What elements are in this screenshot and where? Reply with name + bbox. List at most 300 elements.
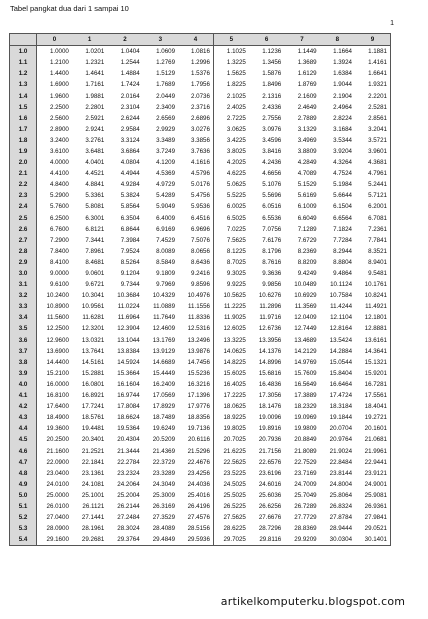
table-cell: 9.8596 — [178, 279, 213, 290]
table-cell: 1.1881 — [355, 46, 390, 58]
table-row — [10, 201, 391, 212]
table-row — [10, 246, 391, 257]
table-cell: 16.0000 — [46, 380, 69, 388]
table-cell: 4.3681 — [355, 157, 390, 168]
table-row — [10, 401, 391, 412]
table-cell: 21.4369 — [152, 447, 176, 455]
table-cell: 6.9169 — [156, 225, 176, 233]
table-cell: 2.8224 — [333, 114, 353, 122]
table-cell: 15.2881 — [81, 369, 105, 377]
table-row — [10, 368, 391, 379]
table-cell: 20.6116 — [178, 434, 213, 445]
table-cell: 2.9929 — [156, 125, 176, 133]
table-cell: 4.1616 — [178, 157, 213, 168]
table-cell: 23.7169 — [294, 469, 317, 477]
table-cell: 24.6016 — [258, 480, 282, 488]
table-cell: 21.6225 — [223, 447, 246, 455]
table-row — [10, 534, 391, 546]
table-cell: 24.9001 — [355, 479, 390, 490]
table-cell: 9.7969 — [156, 281, 176, 289]
table-row — [10, 301, 391, 312]
table-cell: 12.6736 — [258, 325, 282, 333]
table-cell: 6.2001 — [355, 201, 390, 212]
table-cell: 25.0000 — [46, 491, 69, 499]
table-cell: 28.0900 — [46, 525, 69, 533]
table-cell: 24.7009 — [294, 480, 317, 488]
table-cell: 27.7729 — [294, 514, 317, 522]
row-header: 4.3 — [10, 412, 37, 423]
table-cell: 1.2769 — [156, 59, 176, 67]
table-cell: 8.6436 — [178, 257, 213, 268]
table-cell: 29.7025 — [213, 534, 248, 546]
table-cell: 9.5481 — [355, 268, 390, 279]
table-cell: 11.4921 — [355, 301, 390, 312]
table-cell: 25.5025 — [223, 491, 246, 499]
table-cell: 18.4900 — [46, 414, 69, 422]
table-cell: 17.6400 — [46, 403, 69, 411]
table-cell: 12.8881 — [355, 323, 390, 334]
table-cell: 26.2144 — [117, 502, 140, 510]
table-cell: 1.1025 — [226, 48, 246, 56]
table-row — [10, 279, 391, 290]
table-cell: 24.1081 — [81, 480, 105, 488]
table-cell: 12.4609 — [152, 325, 176, 333]
table-cell: 25.2004 — [117, 491, 140, 499]
table-cell: 12.6025 — [223, 325, 246, 333]
table-cell: 6.1009 — [297, 203, 317, 211]
table-cell: 16.0801 — [81, 380, 105, 388]
table-cell: 18.7489 — [152, 414, 176, 422]
table-row — [10, 335, 391, 346]
table-cell: 2.6896 — [178, 113, 213, 124]
table-cell: 8.3521 — [355, 246, 390, 257]
table-cell: 7.5076 — [178, 235, 213, 246]
table-cell: 2.2201 — [355, 90, 390, 101]
table-cell: 19.9809 — [294, 425, 317, 433]
table-cell: 19.3600 — [46, 425, 69, 433]
table-cell: 6.0025 — [226, 203, 246, 211]
row-header: 3.0 — [10, 268, 37, 279]
table-cell: 6.9696 — [178, 224, 213, 235]
table-cell: 12.5316 — [178, 323, 213, 334]
table-cell: 24.8004 — [329, 480, 353, 488]
table-cell: 1.6641 — [355, 68, 390, 79]
table-cell: 17.4724 — [329, 392, 353, 400]
table-cell: 29.3764 — [107, 534, 142, 546]
table-cell: 22.7529 — [294, 458, 317, 466]
table-cell: 26.5225 — [223, 502, 246, 510]
table-cell: 26.7289 — [294, 502, 317, 510]
table-cell: 17.9776 — [178, 401, 213, 412]
table-cell: 1.9600 — [49, 92, 69, 100]
table-cell: 2.0736 — [178, 90, 213, 101]
table-cell: 14.5161 — [81, 358, 105, 366]
table-cell: 2.6244 — [120, 114, 140, 122]
table-cell: 10.6929 — [294, 292, 317, 300]
table-cell: 2.5921 — [85, 114, 105, 122]
table-cell: 5.9049 — [156, 203, 176, 211]
table-row — [10, 179, 391, 190]
row-header: 3.9 — [10, 368, 37, 379]
table-cell: 14.6689 — [152, 358, 176, 366]
table-cell: 3.6100 — [49, 147, 69, 155]
table-cell: 12.1801 — [355, 312, 390, 323]
table-row — [10, 523, 391, 534]
table-cell: 14.3641 — [355, 346, 390, 357]
table-cell: 25.9081 — [355, 490, 390, 501]
row-header: 4.2 — [10, 401, 37, 412]
table-cell: 5.6169 — [297, 192, 317, 200]
table-cell: 17.2225 — [223, 392, 246, 400]
table-cell: 17.8084 — [117, 403, 140, 411]
table-cell: 2.7225 — [226, 114, 246, 122]
table-row — [10, 90, 391, 101]
table-cell: 22.9441 — [355, 457, 390, 468]
row-header: 4.7 — [10, 457, 37, 468]
table-cell: 10.6276 — [258, 292, 282, 300]
table-cell: 24.0100 — [46, 480, 69, 488]
table-cell: 3.6481 — [85, 147, 105, 155]
table-cell: 27.9841 — [355, 512, 390, 523]
table-cell: 9.0000 — [49, 270, 69, 278]
table-row — [10, 68, 391, 79]
table-cell: 11.5600 — [46, 314, 69, 322]
document-title: Tabel pangkat dua dari 1 sampai 10 — [10, 4, 129, 13]
page-number: 1 — [390, 20, 394, 27]
table-cell: 19.8025 — [223, 425, 246, 433]
table-row — [10, 79, 391, 90]
table-cell: 30.0304 — [320, 534, 355, 546]
table-cell: 6.5025 — [226, 214, 246, 222]
row-header: 4.0 — [10, 379, 37, 390]
table-cell: 4.8400 — [49, 181, 69, 189]
table-cell: 15.3664 — [117, 369, 140, 377]
table-cell: 1.9881 — [85, 92, 105, 100]
table-cell: 16.3216 — [178, 379, 213, 390]
row-header: 1.2 — [10, 68, 37, 79]
table-cell: 2.2801 — [85, 103, 105, 111]
table-cell: 27.4576 — [178, 512, 213, 523]
table-cell: 5.4756 — [178, 190, 213, 201]
table-cell: 17.0569 — [152, 392, 176, 400]
table-cell: 12.8164 — [329, 325, 353, 333]
table-cell: 6.8121 — [85, 225, 105, 233]
table-cell: 3.0976 — [262, 125, 282, 133]
row-header: 1.5 — [10, 102, 37, 113]
table-cell: 1.1236 — [262, 48, 282, 56]
table-cell: 1.2544 — [120, 59, 140, 67]
table-cell: 16.1604 — [117, 380, 140, 388]
table-cell: 1.2321 — [85, 59, 105, 67]
table-cell: 27.5625 — [223, 514, 246, 522]
table-cell: 22.2784 — [117, 458, 140, 466]
table-cell: 13.9129 — [152, 347, 176, 355]
row-header: 4.4 — [10, 423, 37, 434]
table-cell: 26.0100 — [46, 502, 69, 510]
table-cell: 9.3636 — [262, 270, 282, 278]
table-cell: 13.6900 — [46, 347, 69, 355]
table-cell: 23.0400 — [46, 469, 69, 477]
row-header: 1.3 — [10, 79, 37, 90]
table-cell: 29.9209 — [284, 534, 319, 546]
table-row — [10, 102, 391, 113]
table-cell: 8.7025 — [226, 258, 246, 266]
table-cell: 17.3056 — [258, 392, 282, 400]
table-cell: 10.4976 — [178, 290, 213, 301]
table-cell: 23.6196 — [258, 469, 282, 477]
column-header-7: 7 — [284, 34, 319, 46]
table-cell: 4.3264 — [333, 159, 353, 167]
table-cell: 18.8356 — [178, 412, 213, 423]
table-cell: 20.3401 — [81, 436, 105, 444]
table-cell: 3.1684 — [333, 125, 353, 133]
table-cell: 25.6036 — [258, 491, 282, 499]
table-cell: 2.4025 — [226, 103, 246, 111]
row-header: 3.7 — [10, 346, 37, 357]
table-cell: 6.2500 — [49, 214, 69, 222]
table-cell: 13.2496 — [178, 335, 213, 346]
table-cell: 9.6721 — [85, 281, 105, 289]
table-cell: 6.6564 — [333, 214, 353, 222]
table-cell: 1.1664 — [333, 48, 353, 56]
table-cell: 1.0404 — [120, 48, 140, 56]
table-cell: 21.2521 — [81, 447, 105, 455]
table-cell: 7.1824 — [333, 225, 353, 233]
row-header: 2.9 — [10, 257, 37, 268]
table-row — [10, 479, 391, 490]
table-cell: 16.8921 — [81, 392, 105, 400]
table-cell: 2.1025 — [226, 92, 246, 100]
table-cell: 11.6964 — [117, 314, 140, 322]
row-header: 2.2 — [10, 179, 37, 190]
table-cell: 20.7936 — [258, 436, 282, 444]
table-cell: 1.5129 — [156, 70, 176, 78]
row-header: 3.8 — [10, 357, 37, 368]
row-header: 3.6 — [10, 335, 37, 346]
table-row — [10, 501, 391, 512]
table-cell: 13.4689 — [294, 336, 317, 344]
table-cell: 22.3729 — [152, 458, 176, 466]
table-cell: 17.3889 — [294, 392, 317, 400]
row-header: 3.1 — [10, 279, 37, 290]
column-header-0: 0 — [37, 34, 72, 46]
table-cell: 2.6569 — [156, 114, 176, 122]
table-cell: 6.4516 — [178, 213, 213, 224]
table-cell: 26.9361 — [355, 501, 390, 512]
table-cell: 4.6225 — [226, 170, 246, 178]
table-cell: 18.1476 — [258, 403, 282, 411]
table-row — [10, 445, 391, 456]
table-cell: 21.9961 — [355, 445, 390, 456]
table-cell: 15.5236 — [178, 368, 213, 379]
table-row — [10, 113, 391, 124]
row-header: 2.7 — [10, 235, 37, 246]
table-cell: 2.0449 — [156, 92, 176, 100]
table-cell: 11.2225 — [223, 303, 246, 311]
table-cell: 14.8225 — [223, 358, 246, 366]
table-row — [10, 490, 391, 501]
table-cell: 5.7600 — [49, 203, 69, 211]
row-header: 5.0 — [10, 490, 37, 501]
table-cell: 2.3716 — [178, 102, 213, 113]
table-cell: 7.1289 — [297, 225, 317, 233]
table-cell: 28.9444 — [329, 525, 353, 533]
table-cell: 2.3104 — [120, 103, 140, 111]
table-cell: 21.0681 — [355, 434, 390, 445]
table-corner-cell — [10, 34, 37, 46]
table-row — [10, 323, 391, 334]
table-cell: 25.8064 — [329, 491, 353, 499]
column-header-9: 9 — [355, 34, 390, 46]
table-cell: 25.1001 — [81, 491, 105, 499]
table-cell: 21.9024 — [329, 447, 353, 455]
table-cell: 5.0625 — [226, 181, 246, 189]
table-cell: 14.8996 — [258, 358, 282, 366]
table-cell: 26.8324 — [329, 502, 353, 510]
table-cell: 10.7584 — [329, 292, 353, 300]
table-cell: 14.7456 — [178, 357, 213, 368]
table-cell: 13.7641 — [81, 347, 105, 355]
table-cell: 9.1204 — [120, 270, 140, 278]
table-cell: 23.4256 — [178, 468, 213, 479]
row-header: 1.0 — [10, 46, 37, 58]
table-cell: 8.2944 — [333, 247, 353, 255]
table-row — [10, 190, 391, 201]
table-cell: 12.3201 — [81, 325, 105, 333]
table-cell: 10.4329 — [152, 292, 176, 300]
table-cell: 10.1761 — [355, 279, 390, 290]
table-cell: 1.0000 — [49, 48, 69, 56]
table-cell: 3.0276 — [178, 124, 213, 135]
table-cell: 19.8916 — [258, 425, 282, 433]
table-cell: 20.1601 — [355, 423, 390, 434]
table-cell: 23.2324 — [117, 469, 140, 477]
table-cell: 4.7524 — [333, 170, 353, 178]
table-cell: 20.7025 — [223, 436, 246, 444]
table-cell: 17.8929 — [152, 403, 176, 411]
table-cell: 3.6864 — [120, 147, 140, 155]
table-cell: 20.0704 — [329, 425, 353, 433]
table-cell: 3.3124 — [120, 136, 140, 144]
row-header: 5.3 — [10, 523, 37, 534]
table-cell: 2.4649 — [297, 103, 317, 111]
table-cell: 1.3225 — [226, 59, 246, 67]
table-cell: 7.3984 — [120, 236, 140, 244]
table-cell: 12.0409 — [294, 314, 317, 322]
table-cell: 1.3456 — [262, 59, 282, 67]
row-header: 4.6 — [10, 445, 37, 456]
table-cell: 1.7424 — [120, 81, 140, 89]
table-cell: 2.9584 — [120, 125, 140, 133]
table-cell: 14.0625 — [223, 347, 246, 355]
table-cell: 29.0521 — [355, 523, 390, 534]
table-row — [10, 457, 391, 468]
table-cell: 5.4289 — [156, 192, 176, 200]
table-cell: 29.4849 — [143, 534, 178, 546]
table-cell: 3.7636 — [178, 146, 213, 157]
table-cell: 3.2400 — [49, 136, 69, 144]
table-row — [10, 512, 391, 523]
table-cell: 2.4964 — [333, 103, 353, 111]
table-cell: 26.1121 — [82, 502, 105, 510]
table-cell: 1.7161 — [85, 81, 105, 89]
row-header: 1.6 — [10, 113, 37, 124]
table-cell: 15.8404 — [329, 369, 353, 377]
table-cell: 2.7889 — [297, 114, 317, 122]
table-cell: 15.9201 — [355, 368, 390, 379]
table-cell: 29.1600 — [37, 534, 72, 546]
table-cell: 4.9729 — [156, 181, 176, 189]
table-cell: 13.8384 — [117, 347, 140, 355]
table-cell: 12.2500 — [46, 325, 69, 333]
table-cell: 3.5344 — [333, 136, 353, 144]
table-header-row — [10, 34, 391, 46]
table-cell: 15.7609 — [294, 369, 317, 377]
table-cell: 1.0201 — [85, 48, 105, 56]
table-cell: 25.3009 — [152, 491, 176, 499]
table-cell: 5.2441 — [355, 179, 390, 190]
row-header: 1.9 — [10, 146, 37, 157]
table-cell: 19.1844 — [329, 414, 353, 422]
table-cell: 9.3025 — [226, 270, 246, 278]
table-cell: 19.7136 — [178, 423, 213, 434]
table-cell: 1.4884 — [120, 70, 140, 78]
column-header-5: 5 — [213, 34, 248, 46]
table-cell: 11.2896 — [259, 303, 282, 311]
table-cell: 1.6129 — [297, 70, 317, 78]
table-cell: 16.5649 — [294, 380, 317, 388]
table-cell: 3.9601 — [355, 146, 390, 157]
table-row — [10, 468, 391, 479]
table-cell: 16.6464 — [329, 380, 353, 388]
table-cell: 27.1441 — [81, 514, 105, 522]
table-cell: 28.8369 — [294, 525, 317, 533]
table-cell: 15.6025 — [223, 369, 246, 377]
table-cell: 3.9204 — [333, 147, 353, 155]
table-cell: 2.9241 — [85, 125, 105, 133]
table-cell: 15.4449 — [152, 369, 176, 377]
table-cell: 11.1556 — [178, 301, 213, 312]
table-cell: 8.0089 — [156, 247, 176, 255]
table-cell: 10.8241 — [355, 290, 390, 301]
table-cell: 26.6256 — [258, 502, 282, 510]
table-cell: 8.7616 — [262, 258, 282, 266]
table-cell: 28.4089 — [152, 525, 176, 533]
table-cell: 16.4025 — [223, 380, 246, 388]
table-cell: 1.8225 — [226, 81, 246, 89]
table-cell: 4.0000 — [49, 159, 69, 167]
table-cell: 7.7284 — [333, 236, 353, 244]
table-cell: 1.8496 — [262, 81, 282, 89]
table-cell: 4.7961 — [355, 168, 390, 179]
table-cell: 7.3441 — [85, 236, 105, 244]
column-header-8: 8 — [320, 34, 355, 46]
watermark-text: artikelkomputerku.blogspot.com — [210, 593, 416, 611]
table-cell: 29.5936 — [178, 534, 213, 546]
table-row — [10, 434, 391, 445]
table-cell: 19.6249 — [152, 425, 176, 433]
table-cell: 26.4196 — [178, 501, 213, 512]
table-cell: 11.3569 — [294, 303, 317, 311]
table-row — [10, 357, 391, 368]
table-cell: 10.3041 — [81, 292, 105, 300]
table-cell: 22.5625 — [223, 458, 246, 466]
column-header-1: 1 — [72, 34, 107, 46]
table-cell: 8.8209 — [297, 258, 317, 266]
table-cell: 4.9284 — [120, 181, 140, 189]
table-cell: 19.5364 — [117, 425, 140, 433]
table-cell: 7.7841 — [355, 235, 390, 246]
